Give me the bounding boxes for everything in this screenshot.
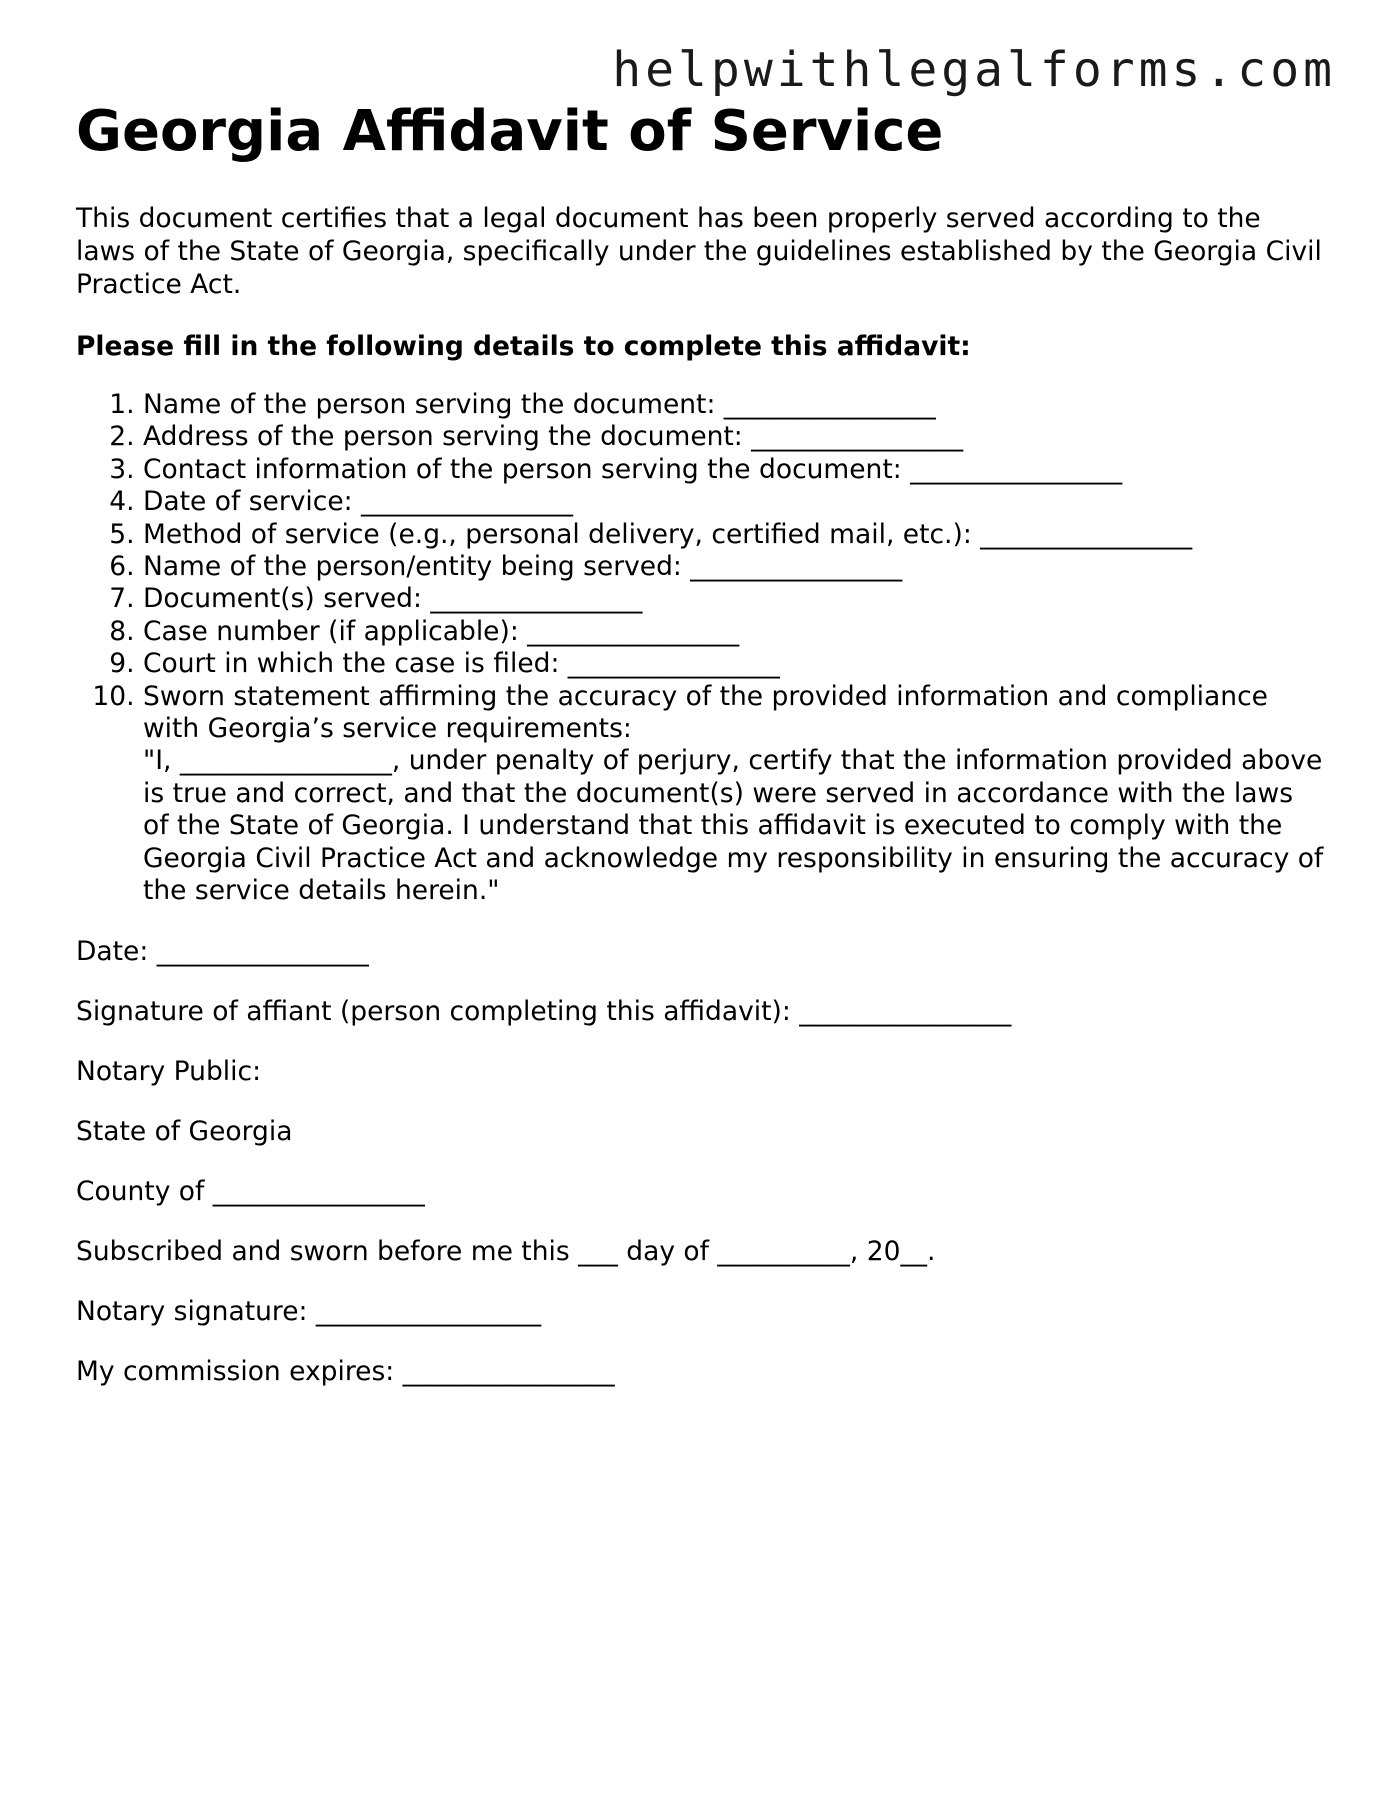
county-field: County of ________________ [76,1175,425,1207]
site-watermark: helpwithlegalforms.com [612,42,1336,98]
list-item [143,616,1326,648]
list-item [143,648,1326,680]
instruction-heading: Please fill in the following details to complete this affidavit: [76,331,971,362]
item-text: Court in which the case is filed: ________________ [143,648,780,680]
details-list [76,389,1326,908]
list-item [143,583,1326,615]
item-text: Sworn statement affirming the accuracy of the provided information and compliance with Georgia’s service requirements: [143,680,1268,745]
affidavit-document [76,96,1326,1388]
item-text: Document(s) served: ________________ [143,583,643,615]
item-text: Address of the person serving the document: ________________ [143,421,964,453]
item-text: Date of service: ________________ [143,486,574,518]
item-text: Name of the person/entity being served: ________________ [143,551,903,583]
list-item [143,551,1326,583]
date-field: Date: ________________ [76,935,369,967]
subscribed-statement: Subscribed and sworn before me this ___ day of __________, 20__. [76,1235,936,1267]
list-item [143,389,1326,421]
list-item [143,681,1326,908]
sworn-statement: "I, ________________, under penalty of perjury, certify that the information provided above is true and correct, and that the document(s) were served in accordance with the laws of the State of Georgia. I understand that this affidavit is executed to comply with the Georgia Civil Practice Act and acknowledge my responsibility in ensuring the accuracy of the service details herein." [143,745,1324,907]
list-item [143,454,1326,486]
item-text: Name of the person serving the document: ________________ [143,389,936,420]
list-item [143,519,1326,551]
state-label: State of Georgia [76,1115,293,1147]
notary-signature-field: Notary signature: _________________ [76,1295,542,1327]
signature-field: Signature of affiant (person completing this affidavit): ________________ [76,995,1012,1027]
item-text: Method of service (e.g., personal delivery, certified mail, etc.): ________________ [143,518,1193,550]
item-text: Contact information of the person serving the document: ________________ [143,453,1123,485]
item-text: Case number (if applicable): ________________ [143,615,740,647]
notary-public-label: Notary Public: [76,1055,262,1087]
intro-paragraph: This document certifies that a legal document has been properly served according to the laws of the State of Georgia, specifically under the guidelines established by the Georgia Civil Practice Act. [76,203,1322,300]
list-item [143,486,1326,518]
commission-expires-field: My commission expires: ________________ [76,1355,615,1387]
list-item [143,421,1326,453]
document-title: Georgia Affidavit of Service [76,99,944,164]
